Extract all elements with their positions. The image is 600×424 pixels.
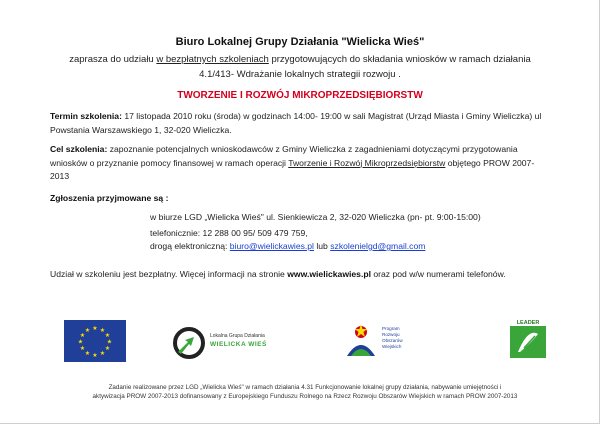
svg-text:★: ★	[104, 345, 111, 352]
termin-text: 17 listopada 2010 roku (środa) w godzinach 14:00- 19:00 w sali Magistrat (Urząd Miasta i Gminy Wieliczka) ul	[121, 111, 542, 121]
svg-text:★: ★	[99, 327, 106, 334]
svg-text:★: ★	[104, 332, 111, 339]
zgloszenia-label: Zgłoszenia przyjmowane są :	[50, 193, 169, 203]
email-mid: lub	[313, 241, 331, 251]
prow-logo	[343, 322, 409, 362]
cel-line2-pre: wniosków o przyznanie pomocy finansowej w ramach operacji	[50, 157, 289, 168]
email-szkolenie-link[interactable]: szkolenielgd@gmail.com	[330, 241, 426, 251]
intro-post: przygotowujących do składania wniosków w ramach działania	[268, 54, 531, 65]
footer-line1: Zadanie realizowane przez LGD „Wielicka Wieś" w ramach działania 4.31 Funkcjonowanie lokalnej grupy działania, nabywanie umiejętności i	[108, 384, 502, 391]
intro-pre: zaprasza do udziału	[69, 54, 157, 65]
email-line	[150, 240, 425, 254]
svg-text:★: ★	[77, 338, 84, 346]
lgd-line2: WIELICKA WIEŚ	[210, 341, 267, 348]
eu-flag-logo	[64, 320, 126, 367]
funding-footer	[60, 383, 550, 401]
leader-label: LEADER	[516, 320, 540, 326]
office-line: w biurze LGD „Wielicka Wieś" ul. Sienkiewicza 2, 32-020 Wieliczka (pn- pt. 9:00-15:00)	[150, 212, 481, 222]
training-headline: TWORZENIE I ROZWÓJ MIKROPRZEDSIĘBIORSTW	[177, 90, 423, 101]
prow-line1: Program	[382, 326, 400, 331]
svg-text:★: ★	[92, 352, 98, 359]
svg-text:★: ★	[79, 345, 86, 352]
footer-line2: aktywizacja PROW 2007-2013 dofinansowany z Europejskiego Funduszu Rolnego na Rzecz Rozwoju Obszarów Wiejskich w ramach PROW 2007-2013	[92, 393, 518, 400]
prow-line4: Wiejskich	[382, 344, 402, 349]
prow-line3: Obszarów	[382, 338, 403, 343]
cel-label: Cel szkolenia:	[50, 144, 108, 154]
svg-text:★: ★	[92, 325, 98, 332]
intro-paragraph	[0, 52, 600, 82]
prow-emblem-icon	[343, 322, 379, 362]
email-pre: drogą elektroniczną:	[150, 241, 230, 251]
free-note	[50, 268, 555, 282]
prow-text	[382, 326, 403, 350]
termin-label: Termin szkolenia:	[50, 111, 122, 121]
lgd-wielicka-wies-logo	[172, 326, 282, 360]
intro-underlined: w bezpłatnych szkoleniach	[156, 54, 269, 65]
website-link[interactable]: www.wielickawies.pl	[287, 269, 371, 279]
leader-logo	[508, 320, 548, 364]
termin-line2: Powstania Warszawskiego 1, 32-020 Wieliczka.	[50, 124, 232, 135]
svg-text:★: ★	[79, 332, 86, 339]
svg-text:★: ★	[84, 350, 91, 357]
cel-operation-link: Tworzenie i Rozwój Mikroprzedsiębiorstw	[288, 157, 446, 168]
cel-text: zapoznanie potencjalnych wnioskodawców z Gminy Wieliczka z zagadnieniami dotyczącymi przygotowania	[107, 144, 518, 154]
lgd-emblem-icon	[172, 326, 206, 360]
svg-text:★: ★	[106, 338, 113, 346]
phone-line: telefonicznie: 12 288 00 95/ 509 479 759,	[150, 228, 308, 238]
termin-paragraph	[50, 110, 555, 137]
free-note-post: oraz pod w/w numerami telefonów.	[370, 269, 506, 279]
prow-line2: Rozwoju	[382, 332, 400, 337]
cel-line2-post: objętego PROW 2007-	[445, 157, 535, 168]
lgd-line1: Lokalna Grupa Działania	[210, 333, 265, 339]
free-note-pre: Udział w szkoleniu jest bezpłatny. Więcej informacji na stronie	[50, 269, 288, 279]
document-title: Biuro Lokalnej Grupy Działania "Wielicka Wieś"	[175, 36, 425, 48]
cel-line3: 2013	[50, 171, 70, 181]
intro-line2: 4.1/413- Wdrażanie lokalnych strategii rozwoju .	[199, 69, 401, 80]
svg-text:★: ★	[84, 327, 91, 334]
svg-text:★: ★	[99, 350, 106, 357]
cel-paragraph	[50, 143, 555, 184]
leader-emblem-icon	[508, 320, 548, 364]
email-biuro-link[interactable]: biuro@wielickawies.pl	[229, 241, 314, 251]
